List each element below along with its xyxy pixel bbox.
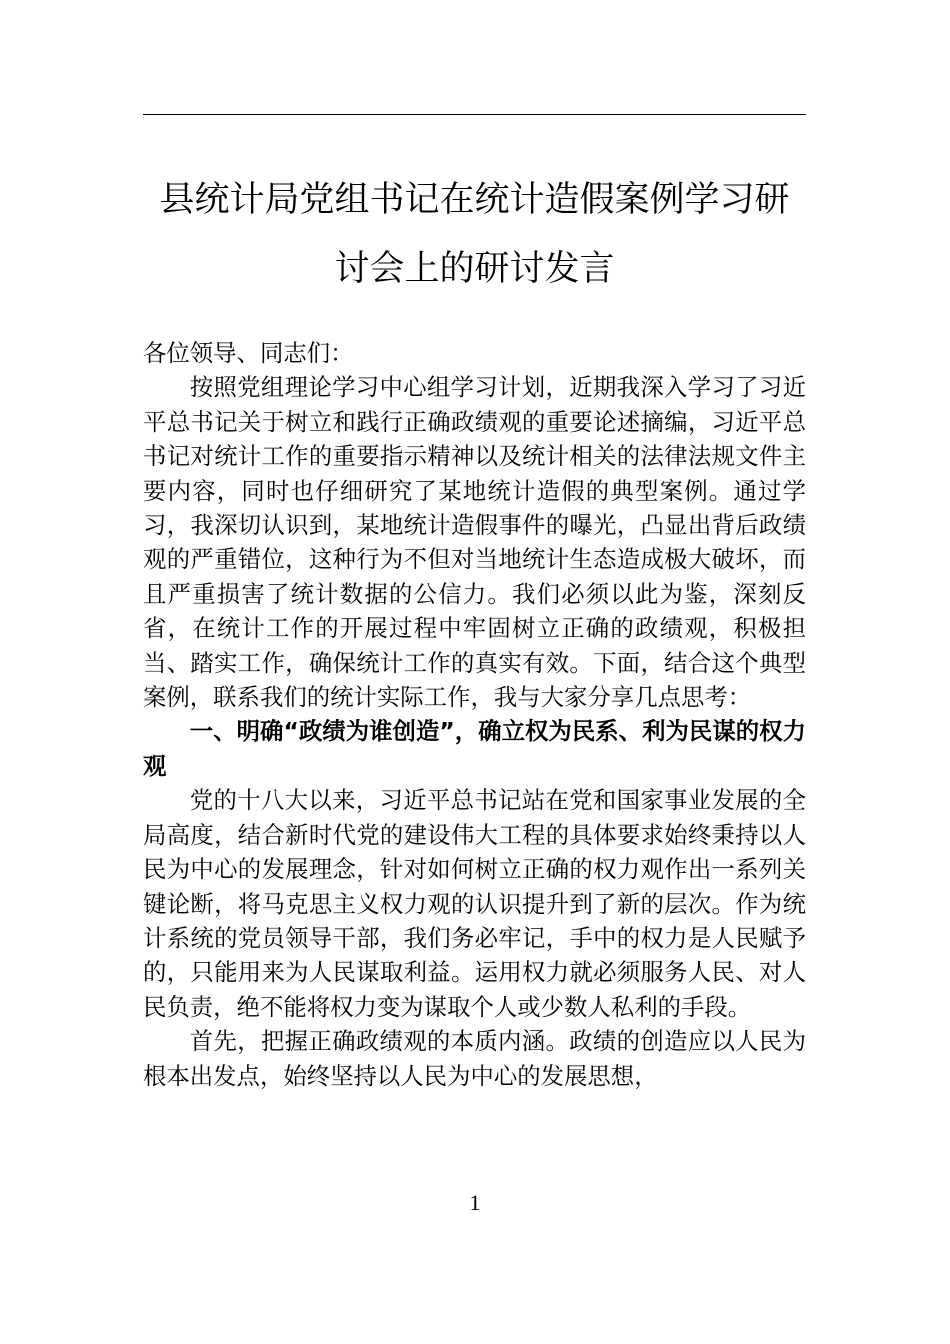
title-line-2: 讨会上的研讨发言 — [334, 249, 615, 289]
paragraph-intro: 按照党组理论学习中心组学习计划，近期我深入学习了习近平总书记关于树立和践行正确政绩观的重要论述摘编，习近平总书记对统计工作的重要指示精神以及统计相关的法律法规文件主要内容，同时也仔细研究了某地统计造假的典型案例。通过学习，我深切认识到，某地统计造假事件的曝光，凸显出背后政绩观的严重错位，这种行为不但对当地统计生态造成极大破坏，而且严重损害了统计数据的公信力。我们必须以此为鉴，深刻反省，在统计工作的开展过程中牢固树立正确的政绩观，积极担当、踏实工作，确保统计工作的真实有效。下面，结合这个典型案例，联系我们的统计实际工作，我与大家分享几点思考： — [143, 373, 806, 712]
section-heading-1: 一、明确“政绩为谁创造”，确立权为民系、利为民谋的权力观 — [143, 717, 806, 780]
salutation: 各位领导、同志们： — [143, 339, 354, 367]
title-line-1: 县统计局党组书记在统计造假案例学习研 — [159, 180, 790, 220]
header-rule — [143, 114, 806, 115]
document-title — [143, 166, 806, 304]
page-number: 1 — [469, 1190, 481, 1215]
paragraph-power-view: 党的十八大以来，习近平总书记站在党和国家事业发展的全局高度，结合新时代党的建设伟大工程的具体要求始终秉持以人民为中心的发展理念，针对如何树立正确的权力观作出一系列关键论断，将马克思主义权力观的认识提升到了新的层次。作为统计系统的党员领导干部，我们务必牢记，手中的权力是人民赋予的，只能用来为人民谋取利益。运用权力就必须服务人民、对人民负责，绝不能将权力变为谋取个人或少数人私利的手段。 — [143, 786, 806, 1021]
paragraph-first-point: 首先，把握正确政绩观的本质内涵。政绩的创造应以人民为根本出发点，始终坚持以人民为中心的发展思想， — [143, 1027, 806, 1090]
document-body — [143, 336, 806, 1093]
